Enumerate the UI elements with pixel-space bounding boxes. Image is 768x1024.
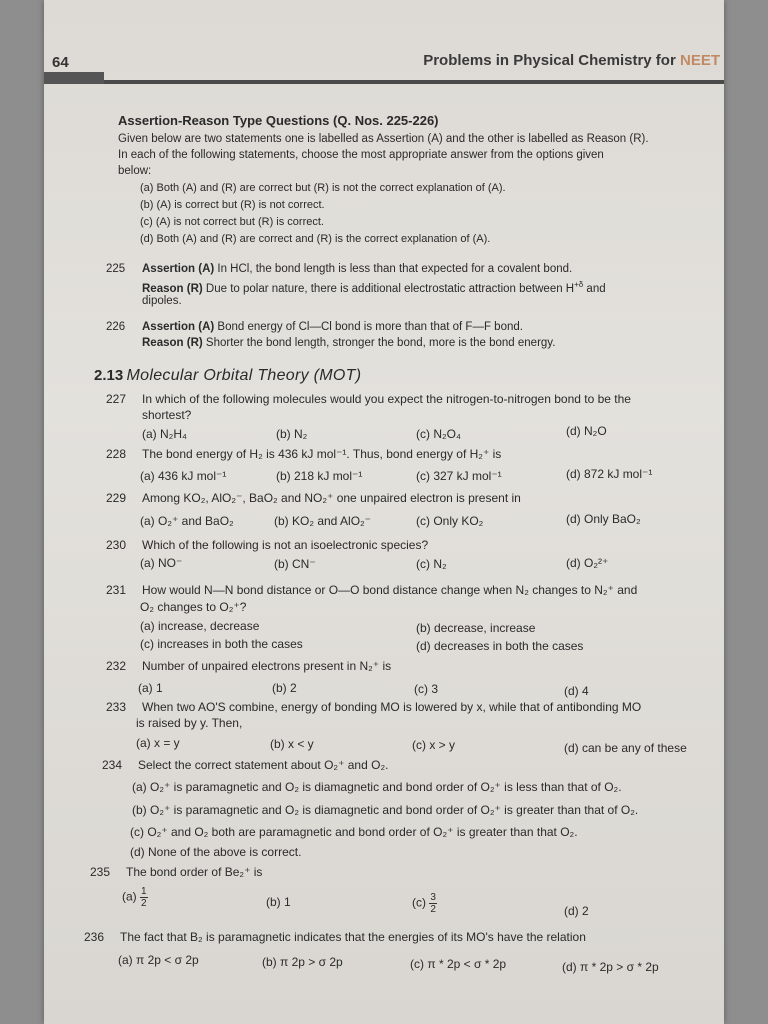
question-233-line-2: is raised by y. Then, (136, 716, 243, 730)
option-229-c: (c) Only KO₂ (416, 514, 484, 528)
question-230: 230 Which of the following is not an isoelectronic species? (106, 538, 429, 552)
option-236-c: (c) π * 2p < σ * 2p (410, 957, 507, 971)
option-234-d: (d) None of the above is correct. (130, 845, 302, 859)
ar-option-a: (a) Both (A) and (R) are correct but (R) is not the correct explanation of (A). (140, 182, 506, 194)
option-231-d: (d) decreases in both the cases (416, 639, 584, 653)
question-232: 232 Number of unpaired electrons present in N₂⁺ is (106, 659, 392, 673)
section-heading (94, 366, 361, 386)
question-228: 228 The bond energy of H₂ is 436 kJ mol⁻¹. Thus, bond energy of H₂⁺ is (106, 447, 502, 461)
option-232-c: (c) 3 (414, 682, 438, 696)
option-230-b: (b) CN⁻ (274, 557, 316, 571)
ar-heading: Assertion-Reason Type Questions (Q. Nos. 225-226) (118, 113, 439, 128)
question-236: 236 The fact that B₂ is paramagnetic indicates that the energies of its MO's have the relation (84, 930, 586, 944)
option-236-d: (d) π * 2p > σ * 2p (562, 960, 659, 974)
question-229: 229 Among KO₂, AlO₂⁻, BaO₂ and NO₂⁺ one unpaired electron is present in (106, 491, 521, 505)
option-230-c: (c) N₂ (416, 557, 447, 571)
fraction: $\frac{1}{2}$ (141, 886, 147, 909)
option-228-d: (d) 872 kJ mol⁻¹ (566, 467, 653, 481)
question-225-reason: Reason (R) Due to polar nature, there is additional electrostatic attraction between $H^{+\delta}$ and (142, 280, 606, 295)
question-231: 231 How would N—N bond distance or O—O bond distance change when N₂ changes to N₂⁺ and (106, 583, 638, 597)
question-231-line-2: O₂ changes to O₂⁺? (140, 600, 247, 614)
question-225: 225 Assertion (A) In HCl, the bond length is less than that expected for a covalent bond. (106, 263, 573, 275)
ar-intro-line-3: below: (118, 165, 152, 177)
option-230-d: (d) O₂²⁺ (566, 556, 609, 570)
ar-option-c: (c) (A) is not correct but (R) is correct. (140, 216, 324, 228)
option-235-c: (c) $\frac{3}{2}$ (412, 892, 436, 915)
option-236-a: (a) π 2p < σ 2p (118, 953, 199, 967)
option-236-b: (b) π 2p > σ 2p (262, 955, 343, 969)
option-232-a: (a) 1 (138, 681, 163, 695)
question-number: 225 (106, 263, 126, 275)
book-title-neet: NEET (679, 52, 720, 69)
page-header (44, 44, 724, 84)
header-accent-bar (44, 72, 104, 84)
option-229-d: (d) Only BaO₂ (566, 512, 641, 526)
section-title: Molecular Orbital Theory (MOT) (126, 367, 362, 384)
option-234-b: (b) O₂⁺ is paramagnetic and O₂ is diamagnetic and bond order of O₂⁺ is greater than that of O₂. (132, 803, 639, 817)
option-231-b: (b) decrease, increase (416, 621, 536, 635)
option-235-b: (b) 1 (266, 895, 291, 909)
question-235: 235 The bond order of Be₂⁺ is (90, 865, 263, 879)
option-234-c: (c) O₂⁺ and O₂ both are paramagnetic and bond order of O₂⁺ is greater than that O₂. (130, 825, 578, 839)
option-233-d: (d) can be any of these (564, 741, 687, 755)
book-page (44, 0, 724, 1024)
option-232-d: (d) 4 (564, 684, 589, 698)
question-234: 234 Select the correct statement about O₂⁺ and O₂. (102, 758, 389, 772)
option-227-c: (c) N₂O₄ (416, 427, 461, 441)
option-234-a: (a) O₂⁺ is paramagnetic and O₂ is diamagnetic and bond order of O₂⁺ is less than that of O₂. (132, 780, 622, 794)
question-225-reason-line-2: dipoles. (142, 295, 182, 307)
option-227-b: (b) N₂ (276, 427, 308, 441)
option-235-d: (d) 2 (564, 904, 589, 918)
option-229-a: (a) O₂⁺ and BaO₂ (140, 514, 234, 528)
option-235-a: (a) $\frac{1}{2}$ (122, 886, 147, 909)
question-number: 226 (106, 321, 126, 333)
book-title: Problems in Physical Chemistry for NEET (423, 52, 720, 69)
option-230-a: (a) NO⁻ (140, 556, 183, 570)
option-227-d: (d) N₂O (566, 424, 607, 438)
option-228-b: (b) 218 kJ mol⁻¹ (276, 469, 363, 483)
option-229-b: (b) KO₂ and AlO₂⁻ (274, 514, 372, 528)
question-227-line-2: shortest? (142, 408, 192, 422)
question-227: 227 In which of the following molecules would you expect the nitrogen-to-nitrogen bond to be the (106, 392, 631, 406)
ar-intro-line-2: In each of the following statements, choose the most appropriate answer from the options given (118, 149, 604, 161)
option-232-b: (b) 2 (272, 681, 297, 695)
section-number: 2.13 (94, 367, 124, 384)
ar-intro-line-1: Given below are two statements one is labelled as Assertion (A) and the other is labelled as Reason (R). (118, 133, 649, 145)
ar-option-d: (d) Both (A) and (R) are correct and (R) is the correct explanation of (A). (140, 233, 491, 245)
option-233-b: (b) x < y (270, 737, 314, 751)
option-231-c: (c) increases in both the cases (140, 637, 303, 651)
ar-option-b: (b) (A) is correct but (R) is not correct. (140, 199, 325, 211)
option-228-a: (a) 436 kJ mol⁻¹ (140, 469, 227, 483)
question-226-reason: Reason (R) Shorter the bond length, stronger the bond, more is the bond energy. (142, 337, 556, 349)
fraction: $\frac{3}{2}$ (430, 892, 436, 915)
question-233: 233 When two AO'S combine, energy of bonding MO is lowered by x, while that of antibonding MO (106, 700, 642, 714)
option-227-a: (a) N₂H₄ (142, 427, 187, 441)
page-number: 64 (52, 54, 69, 71)
question-226: 226 Assertion (A) Bond energy of Cl—Cl bond is more than that of F—F bond. (106, 321, 523, 333)
option-233-c: (c) x > y (412, 738, 456, 752)
option-233-a: (a) x = y (136, 736, 180, 750)
option-228-c: (c) 327 kJ mol⁻¹ (416, 469, 502, 483)
option-231-a: (a) increase, decrease (140, 619, 260, 633)
